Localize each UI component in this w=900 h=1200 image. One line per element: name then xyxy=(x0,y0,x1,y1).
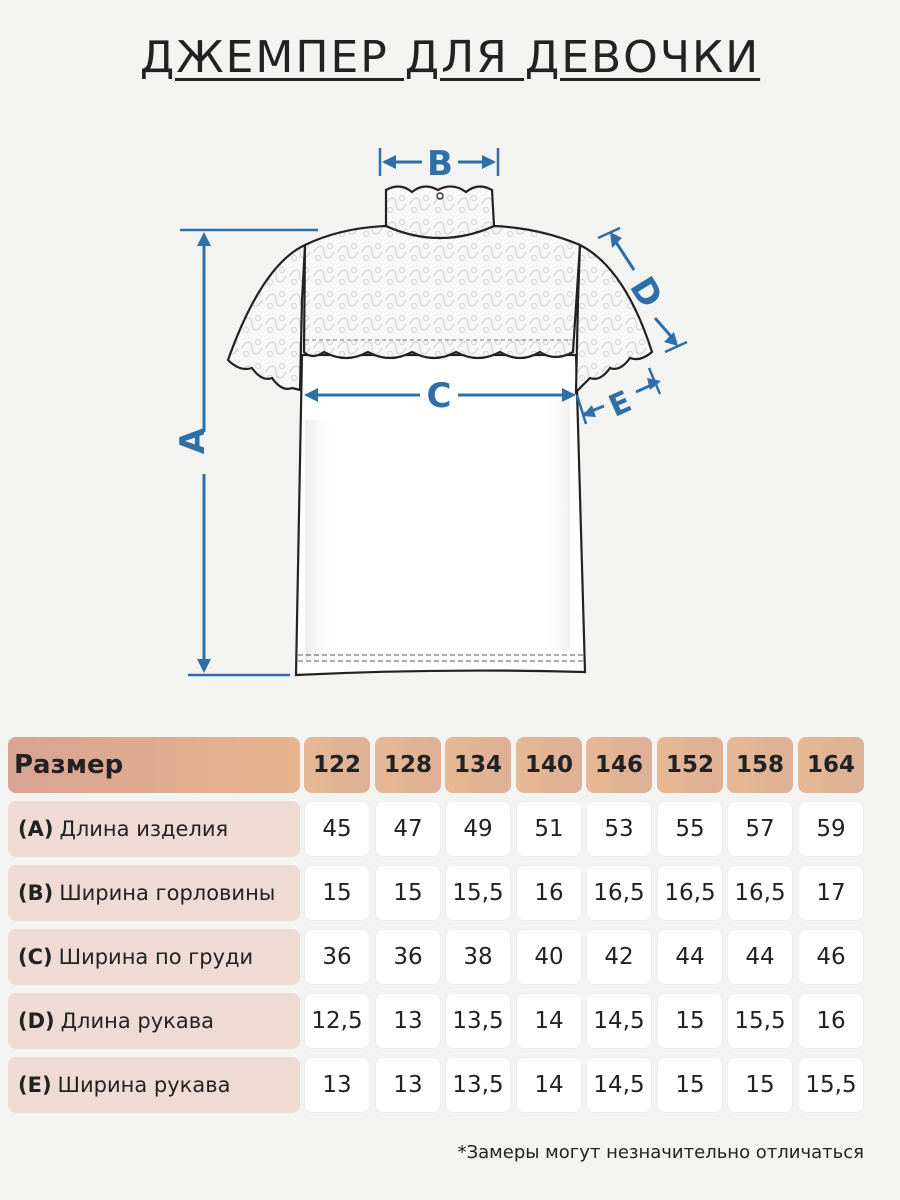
table-cell: 15 xyxy=(727,1057,793,1113)
table-cell: 59 xyxy=(798,801,864,857)
table-cell: 14,5 xyxy=(586,1057,652,1113)
table-cell: 45 xyxy=(304,801,370,857)
row-label: (D) Длина рукава xyxy=(8,993,300,1049)
garment-yoke xyxy=(304,226,580,358)
table-cell: 15,5 xyxy=(798,1057,864,1113)
table-cell: 17 xyxy=(798,865,864,921)
table-cell: 44 xyxy=(727,929,793,985)
dimension-a-label: A xyxy=(173,427,213,455)
dimension-d-label: D xyxy=(621,269,671,316)
table-cell: 36 xyxy=(304,929,370,985)
table-cell: 46 xyxy=(798,929,864,985)
table-cell: 38 xyxy=(445,929,511,985)
row-label: (B) Ширина горловины xyxy=(8,865,300,921)
table-cell: 51 xyxy=(516,801,582,857)
table-cell: 40 xyxy=(516,929,582,985)
row-label: (E) Ширина рукава xyxy=(8,1057,300,1113)
size-header: 164 xyxy=(798,737,864,793)
dimension-e-label: E xyxy=(603,384,637,425)
table-cell: 15 xyxy=(375,865,441,921)
table-cell: 36 xyxy=(375,929,441,985)
dimension-c-label: C xyxy=(426,376,452,416)
table-cell: 13 xyxy=(375,1057,441,1113)
table-cell: 16,5 xyxy=(586,865,652,921)
table-cell: 16,5 xyxy=(657,865,723,921)
row-label: (C) Ширина по груди xyxy=(8,929,300,985)
table-cell: 13 xyxy=(304,1057,370,1113)
table-cell: 47 xyxy=(375,801,441,857)
row-label: (A) Длина изделия xyxy=(8,801,300,857)
table-cell: 14 xyxy=(516,993,582,1049)
table-cell: 16 xyxy=(516,865,582,921)
table-cell: 15,5 xyxy=(727,993,793,1049)
left-sleeve xyxy=(228,245,305,390)
right-sleeve xyxy=(576,245,652,392)
table-cell: 16 xyxy=(798,993,864,1049)
table-cell: 16,5 xyxy=(727,865,793,921)
table-cell: 53 xyxy=(586,801,652,857)
footnote: *Замеры могут незначительно отличаться xyxy=(457,1142,864,1163)
collar xyxy=(386,186,494,238)
size-header: 140 xyxy=(516,737,582,793)
table-cell: 44 xyxy=(657,929,723,985)
table-cell: 49 xyxy=(445,801,511,857)
table-cell: 14,5 xyxy=(586,993,652,1049)
table-cell: 55 xyxy=(657,801,723,857)
table-cell: 57 xyxy=(727,801,793,857)
size-header-label: Размер xyxy=(8,737,300,793)
size-header: 122 xyxy=(304,737,370,793)
size-header: 146 xyxy=(586,737,652,793)
size-header: 128 xyxy=(375,737,441,793)
table-cell: 13 xyxy=(375,993,441,1049)
table-cell: 42 xyxy=(586,929,652,985)
table-cell: 12,5 xyxy=(304,993,370,1049)
size-header: 134 xyxy=(445,737,511,793)
table-cell: 13,5 xyxy=(445,1057,511,1113)
table-cell: 13,5 xyxy=(445,993,511,1049)
dimension-b-label: B xyxy=(427,144,453,184)
table-cell: 15 xyxy=(657,993,723,1049)
size-header: 152 xyxy=(657,737,723,793)
table-cell: 14 xyxy=(516,1057,582,1113)
size-header: 158 xyxy=(727,737,793,793)
page-title: ДЖЕМПЕР ДЛЯ ДЕВОЧКИ xyxy=(139,32,761,83)
table-cell: 15 xyxy=(304,865,370,921)
table-cell: 15,5 xyxy=(445,865,511,921)
table-cell: 15 xyxy=(657,1057,723,1113)
